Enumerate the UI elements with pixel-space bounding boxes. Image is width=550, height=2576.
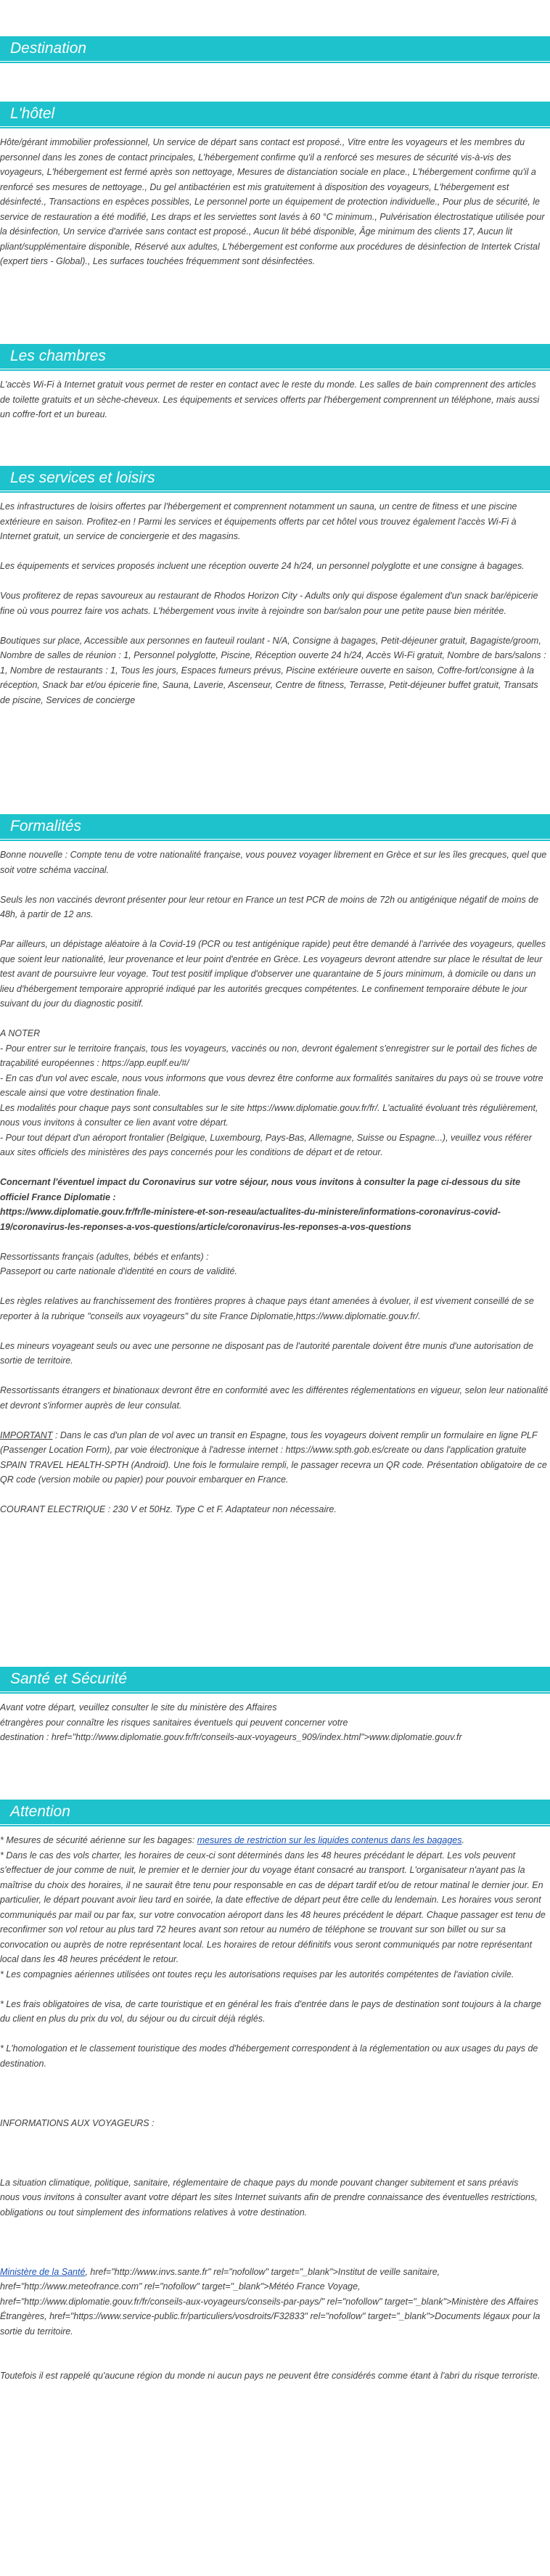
- attention-description: [0, 1833, 549, 2384]
- section-header-destination: [0, 36, 550, 61]
- section-header-formalites: [0, 814, 550, 839]
- section-title: Destination: [10, 40, 87, 57]
- formalites-paragraph: Par ailleurs, un dépistage aléatoire à la Covid-19 (PCR ou test antigénique rapide) peut être demandé à l'arrivée des voyageurs, quelles que soient leur nationalité, leur provenance et leur point d'entrée en Grèce. Les voyageurs devront attendre sur place le résultat de leur test avant de poursuivre leur voyage. Tout test positif implique d'observer une quarantaine de 5 jours minimum, à domicile ou dans un lieu d'hébergement temporaire approprié indiqué par les autorités grecques compétentes. Le confinement temporaire débute le jour suivant du jour du diagnostic positif.: [0, 939, 546, 1009]
- horaires-paragraph: * Dans le cas des vols charter, les horaires de ceux-ci sont déterminés dans les 48 heures précédant le départ. Les vols peuvent s'effectuer de jour comme de nuit, le premier et le dernier jour du voyage étant consacré au transport. L'organisateur n'ayant pas la maîtrise du choix des horaires, il ne saurait être tenu pour responsable en cas de départ tardif et/ou de retour matinal le dernier jour. En particulier, le départ pouvant avoir lieu tard en soirée, la date effective de départ peut être celle du lendemain. Les horaires vous seront communiqués par mail ou par fax, sur votre convocation aéroport dans les 48 heures précédent le départ. Chaque passager est tenu de reconfirmer son vol retour au plus tard 72 heures avant son retour au numéro de téléphone se trouvant sur son billet ou sur sa convocation ou auprès de notre représentant local. Les horaires de retour définitifs vous seront communiqués par notre représentant local dans les 48 heures précédent le retour.: [0, 1850, 546, 1964]
- coronavirus-notice: Concernant l'éventuel impact du Coronavirus sur votre séjour, nous vous invitons à consulter la page ci-dessous du site officiel France Diplomatie :: [0, 1177, 521, 1202]
- note-line: Les modalités pour chaque pays sont consultables sur le site https://www.diplomatie.gouv.fr/fr/. L'actualité évoluant très régulièrement, nous vous invitons à consulter ce lien avant votre départ.: [0, 1102, 538, 1128]
- sante-line: destination : href="http://www.diplomatie.gouv.fr/fr/conseils-aux-voyageurs_909/index.html">www.diplomatie.gouv.fr: [0, 1732, 462, 1742]
- section-header-sante: [0, 1667, 550, 1691]
- mesures-prefix: * Mesures de sécurité aérienne sur les bagages:: [0, 1835, 197, 1845]
- mineurs-text: Les mineurs voyageant seuls ou avec une personne ne disposant pas de l'autorité parentale doivent être munis d'une autorisation de sortie de territoire.: [0, 1340, 534, 1366]
- terrorisme-paragraph: Toutefois il est rappelé qu'aucune région du monde ni aucun pays ne peuvent être considérés comme étant à l'abri du risque terroriste.: [0, 2371, 541, 2381]
- important-paragraph: [0, 1428, 549, 1488]
- passeport-text: Passeport ou carte nationale d'identité en cours de validité.: [0, 1266, 237, 1276]
- note-line: - Pour entrer sur le territoire français, tous les voyageurs, vaccinés ou non, devront également s'enregistrer sur le portail des fiches de traçabilité européennes : https://app.euplf.eu/#/: [0, 1043, 538, 1068]
- ressortissants-fr: Ressortissants français (adultes, bébés et enfants) :: [0, 1251, 209, 1262]
- services-description: [0, 499, 549, 707]
- formalites-paragraph: Seuls les non vaccinés devront présenter pour leur retour en France un test PCR de moins de 72h ou antigénique négatif de moins de 48h, à partir de 12 ans.: [0, 894, 539, 919]
- note-line: - Pour tout départ d'un aéroport frontalier (Belgique, Luxembourg, Pays-Bas, Allemagne, Suisse ou Espagne...), veuillez vous référer aux sites officiels des ministères des pays concernés pour les conditions de départ et de retour.: [0, 1132, 532, 1157]
- mesures-suffix: .: [461, 1835, 464, 1845]
- hotel-description: [0, 135, 549, 269]
- section-header-hotel: [0, 102, 550, 126]
- mesures-link[interactable]: mesures de restriction sur les liquides contenus dans les bagages: [197, 1835, 462, 1845]
- services-paragraph: Vous profiterez de repas savoureux au restaurant de Rhodos Horizon City - Adults only qui dispose également d'un snack bar/épicerie fine où vous pourrez faire vos achats. L'hébergement vous invite à rejoindre son bar/salon pour une petite pause bien méritée.: [0, 591, 538, 616]
- formalites-description: [0, 848, 549, 1517]
- ministere-sante-link[interactable]: Ministère de la Santé: [0, 2266, 86, 2277]
- coronavirus-link-text: https://www.diplomatie.gouv.fr/fr/le-ministere-et-son-reseau/actualites-du-ministere/informations-coronavirus-covid-19/coronavirus-les-reponses-a-vos-questions/article/coronavirus-les-reponses-a-vos-questions: [0, 1207, 501, 1232]
- frais-paragraph: * Les frais obligatoires de visa, de carte touristique et en général les frais d'entrée dans le pays de destination sont toujours à la charge du client en plus du prix du vol, du séjour ou du circuit déjà réglés.: [0, 1998, 541, 2024]
- section-header-rooms: [0, 344, 550, 369]
- sante-line: Avant votre départ, veuillez consulter le site du ministère des Affaires: [0, 1702, 277, 1712]
- infos-title: INFORMATIONS AUX VOYAGEURS :: [0, 2117, 155, 2128]
- formalites-paragraph: Bonne nouvelle : Compte tenu de votre nationalité française, vous pouvez voyager librement en Grèce et sur les îles grecques, quel que soit votre schéma vaccinal.: [0, 850, 547, 875]
- rooms-description: [0, 377, 549, 422]
- courant-text: COURANT ELECTRIQUE : 230 V et 50Hz. Type C et F. Adaptateur non nécessaire.: [0, 1504, 337, 1514]
- services-paragraph: Les équipements et services proposés incluent une réception ouverte 24 h/24, un personnel polyglotte et une consigne à bagages.: [0, 561, 525, 571]
- section-title: L'hôtel: [10, 105, 55, 122]
- homologation-paragraph: * L'homologation et le classement touristique des modes d'hébergement correspondent à la réglementation ou aux usages du pays de destination.: [0, 2043, 538, 2069]
- compagnies-paragraph: * Les compagnies aériennes utilisées ont toutes reçu les autorisations requises par les autorités compétentes de l'aviation civile.: [0, 1969, 514, 1980]
- sante-description: [0, 1700, 549, 1745]
- etrangers-text: Ressortissants étrangers et binationaux devront être en conformité avec les différentes réglementations en vigueur, selon leur nationalité et devront s'informer auprès de leur consulat.: [0, 1385, 549, 1411]
- sante-line: étrangères pour connaître les risques sanitaires éventuels qui peuvent concerner votre: [0, 1717, 348, 1728]
- rooms-text: L'accès Wi-Fi à Internet gratuit vous permet de rester en contact avec le reste du monde. Les salles de bain comprennent des articles de toilette gratuits et un sèche-cheveux. Les équipements et services offerts par l'hébergement comprennent un téléphone, mais aussi un coffre-fort et un bureau.: [0, 380, 540, 419]
- section-title: Attention: [10, 1803, 70, 1820]
- section-title: Les services et loisirs: [10, 469, 155, 486]
- hotel-text: Hôte/gérant immobilier professionnel, Un service de départ sans contact est proposé., Vitre entre les voyageurs et les membres du personnel dans les zones de contact principales, L'hébergement confirme qu'il a renforcé ses mesures de sécurité vis-à-vis des voyageurs, L'hébergement est fermé après son nettoyage, Mesures de distanciation sociale en place., L'hébergement confirme qu'il a renforcé ses mesures de nettoyage., Du gel antibactérien est mis gratuitement à disposition des voyageurs, L'hébergement est désinfecté., Transactions en espèces possibles, Le personnel porte un équipement de protection individuelle., Pour plus de sécurité, le service de restauration a été modifié, Les draps et les serviettes sont lavés à 60 °C minimum., Pulvérisation électrostatique utilisée pour la désinfection, Un service d'arrivée sans contact est proposé., Aucun lit bébé disponible, Âge minimum des clients 17, Aucun lit pliant/supplémentaire disponible, Réservé aux adultes, L'hébergement est conforme aux procédures de désinfection de Intertek Cristal (expert tiers - Global)., Les surfaces touchées fréquemment sont désinfectées.: [0, 137, 545, 266]
- sites-text: , href="http://www.invs.sante.fr" rel="nofollow" target="_blank">Institut de veille sanitaire, href="http://www.meteofrance.com" rel="nofollow" target="_blank">Météo France Voyage, href="http://www.diplomatie.gouv.fr/fr/conseils-aux-voyageurs/conseils-par-pays/" rel="nofollow" target="_blank">Ministère des Affaires Étrangères, href="https://www.service-public.fr/particuliers/vosdroits/F32833" rel="nofollow" target="_blank">Documents légaux pour la sortie du territoire.: [0, 2266, 541, 2337]
- section-header-attention: [0, 1800, 550, 1824]
- services-paragraph: Les infrastructures de loisirs offertes par l'hébergement et comprennent notamment un sauna, un centre de fitness et une piscine extérieure en saison. Profitez-en ! Parmi les services et équipements offerts par cet hôtel vous trouvez également l'accès Wi-Fi à Internet gratuit, un service de conciergerie et des magasins.: [0, 501, 517, 541]
- regles-text: Les règles relatives au franchissement des frontières propres à chaque pays étant amenées à évoluer, il est vivement conseillé de se reporter à la rubrique "conseils aux voyageurs" du site France Diplomatie,https://www.diplomatie.gouv.fr/.: [0, 1296, 534, 1321]
- important-label: IMPORTANT: [0, 1429, 53, 1440]
- important-text: : Dans le cas d'un plan de vol avec un transit en Espagne, tous les voyageurs doivent remplir un formulaire en ligne PLF (Passenger Location Form), par voie électronique à l'adresse internet : https://www.spth.gob.es/create ou dans l'application gratuite SPAIN TRAVEL HEALTH-SPTH (Android). Une fois le formulaire rempli, le passager recevra un QR code. Présentation obligatoire de ce QR code (version mobile ou papier) pour pouvoir embarquer en France.: [0, 1429, 547, 1485]
- situation-line: La situation climatique, politique, sanitaire, réglementaire de chaque pays du monde pouvant changer subitement et sans préavis: [0, 2177, 519, 2188]
- section-title: Formalités: [10, 818, 82, 834]
- note-title: A NOTER: [0, 1028, 41, 1038]
- situation-line: nous vous invitons à consulter avant votre départ les sites Internet suivants afin de prendre connaissance des éventuelles restrictions, obligations ou tout simplement des informations relatives à votre destination.: [0, 2192, 538, 2218]
- section-title: Les chambres: [10, 348, 106, 364]
- services-paragraph: Boutiques sur place, Accessible aux personnes en fauteuil roulant - N/A, Consigne à bagages, Petit-déjeuner gratuit, Bagagiste/groom, Nombre de salles de réunion : 1, Personnel polyglotte, Piscine, Réception ouverte 24 h/24, Accès Wi-Fi gratuit, Nombre de bars/salons : 1, Nombre de restaurants : 1, Tous les jours, Espaces fumeurs prévus, Piscine extérieure ouverte en saison, Coffre-fort/consigne à la réception, Snack bar et/ou épicerie fine, Sauna, Laverie, Ascenseur, Centre de fitness, Terrasse, Petit-déjeuner buffet gratuit, Transats de piscine, Services de concierge: [0, 635, 546, 705]
- section-title: Santé et Sécurité: [10, 1670, 128, 1687]
- mesures-paragraph: [0, 1833, 549, 1848]
- section-header-services: [0, 466, 550, 491]
- sites-paragraph: [0, 2265, 549, 2339]
- note-line: - En cas d'un vol avec escale, nous vous informons que vous devrez être conforme aux formalités sanitaires du pays où se trouve votre escale ainsi que votre destination finale.: [0, 1072, 543, 1098]
